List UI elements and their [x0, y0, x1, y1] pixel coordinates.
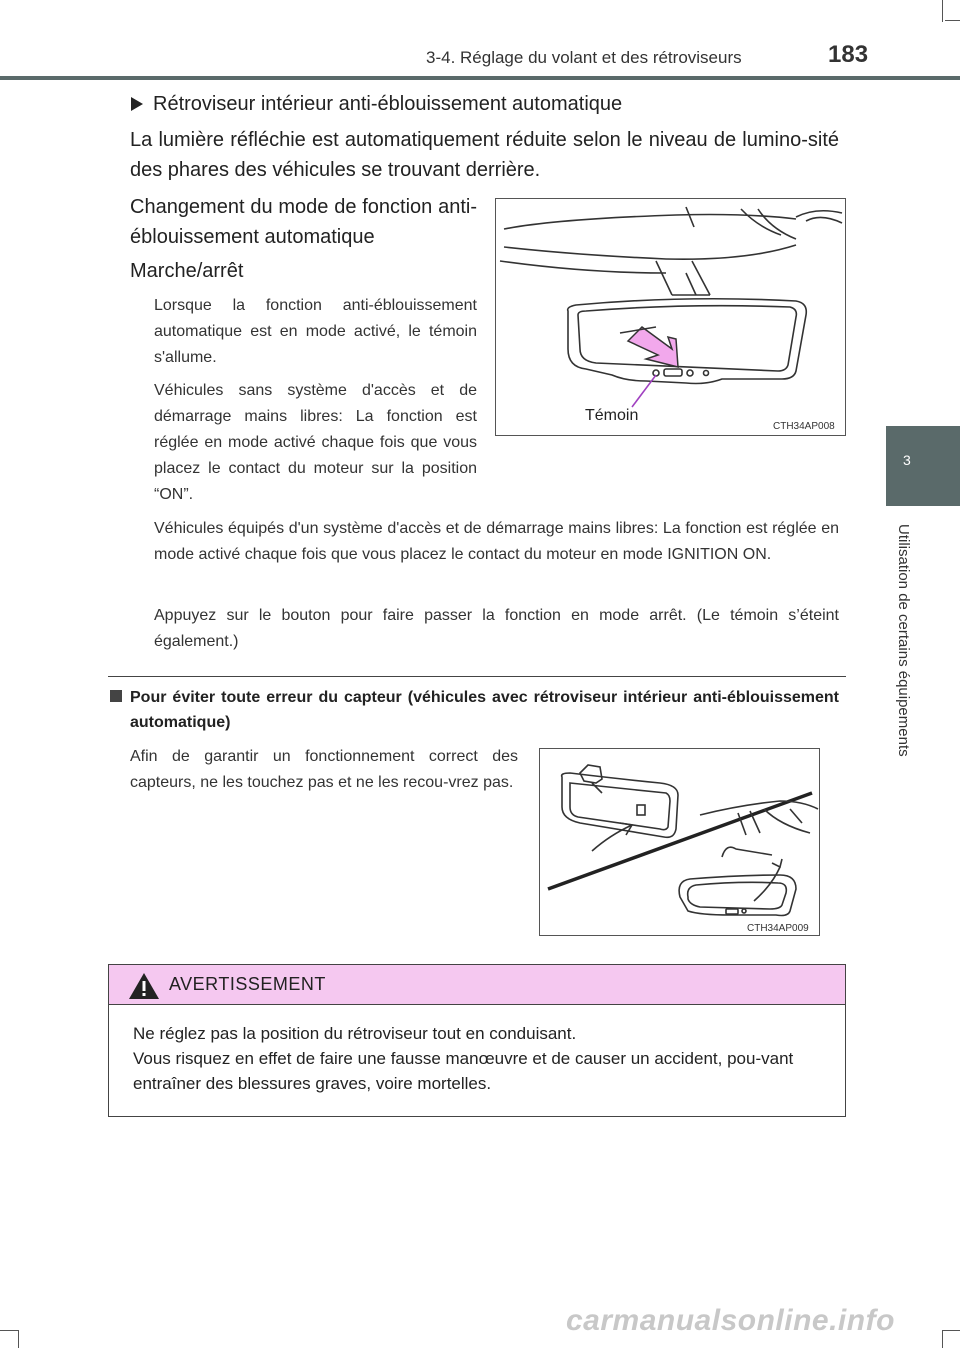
crop-mark — [0, 1330, 18, 1331]
crop-mark — [945, 20, 960, 21]
figure-code: CTH34AP008 — [773, 421, 835, 432]
warning-line-1: Ne réglez pas la position du rétroviseur tout en conduisant. — [133, 1024, 577, 1043]
mirror-illustration — [496, 199, 845, 435]
sensor-text: Afin de garantir un fonctionnement correct des capteurs, ne les touchez pas et ne les recou-vrez pas. — [130, 748, 518, 791]
square-bullet-icon — [110, 690, 122, 702]
warning-body — [133, 1021, 833, 1096]
warning-header — [109, 965, 845, 1005]
crop-mark — [942, 1330, 943, 1348]
section-divider — [108, 676, 846, 677]
note-smart-key: Véhicules équipés d'un système d'accès et de démarrage mains libres: La fonction est réglée en mode activé chaque fois que vous placez le contact du moteur en mode IGNITION ON. — [154, 520, 839, 563]
crop-mark — [942, 1330, 960, 1331]
crop-mark — [942, 0, 943, 22]
note-no-smart-key: Véhicules sans système d'accès et de démarrage mains libres: La fonction est réglée en mode activé chaque fois que vous placez le contact du moteur sur la position “ON”. — [154, 382, 477, 503]
mirror-figure — [495, 198, 846, 436]
on-off-text: Marche/arrêt — [130, 260, 244, 282]
warning-line-2: Vous risquez en effet de faire une fausse manœuvre et de causer un accident, pou-vant entraîner des blessures graves, voire mortelles. — [133, 1049, 794, 1093]
intro-paragraph: La lumière réfléchie est automatiquement réduite selon le niveau de lumino-sité des phares des véhicules se trouvant derrière. — [130, 129, 839, 181]
sensor-figure — [539, 748, 820, 936]
note-indicator: Lorsque la fonction anti-éblouissement automatique est en mode activé, le témoin s'allume. — [154, 297, 477, 366]
sensor-heading: Pour éviter toute erreur du capteur (véhicules avec rétroviseur intérieur anti-éblouissement automatique) — [130, 689, 839, 731]
arrow-icon — [628, 327, 678, 367]
warning-box — [108, 964, 846, 1117]
watermark: carmanualsonline.info — [566, 1304, 895, 1337]
header-section-title: 3-4. Réglage du volant et des rétroviseurs — [426, 48, 742, 67]
chapter-tab — [886, 426, 960, 506]
triangle-bullet-icon — [130, 96, 144, 117]
note-off-button: Appuyez sur le bouton pour faire passer la fonction en mode arrêt. (Le témoin s’éteint également.) — [154, 607, 839, 650]
change-mode-text: Changement du mode de fonction anti-éblouissement automatique — [130, 196, 477, 248]
figure-code: CTH34AP009 — [747, 923, 809, 934]
crop-mark — [18, 1330, 19, 1348]
chapter-number: 3 — [903, 452, 911, 468]
page-number: 183 — [828, 41, 869, 68]
warning-triangle-icon — [127, 971, 161, 1006]
indicator-label: Témoin — [585, 407, 639, 424]
header-rule — [0, 76, 960, 80]
chapter-label: Utilisation de certains équipements — [895, 524, 912, 757]
warning-title: AVERTISSEMENT — [169, 974, 326, 994]
section-heading: Rétroviseur intérieur anti-éblouissement automatique — [153, 93, 623, 115]
sensor-illustration — [540, 749, 819, 935]
